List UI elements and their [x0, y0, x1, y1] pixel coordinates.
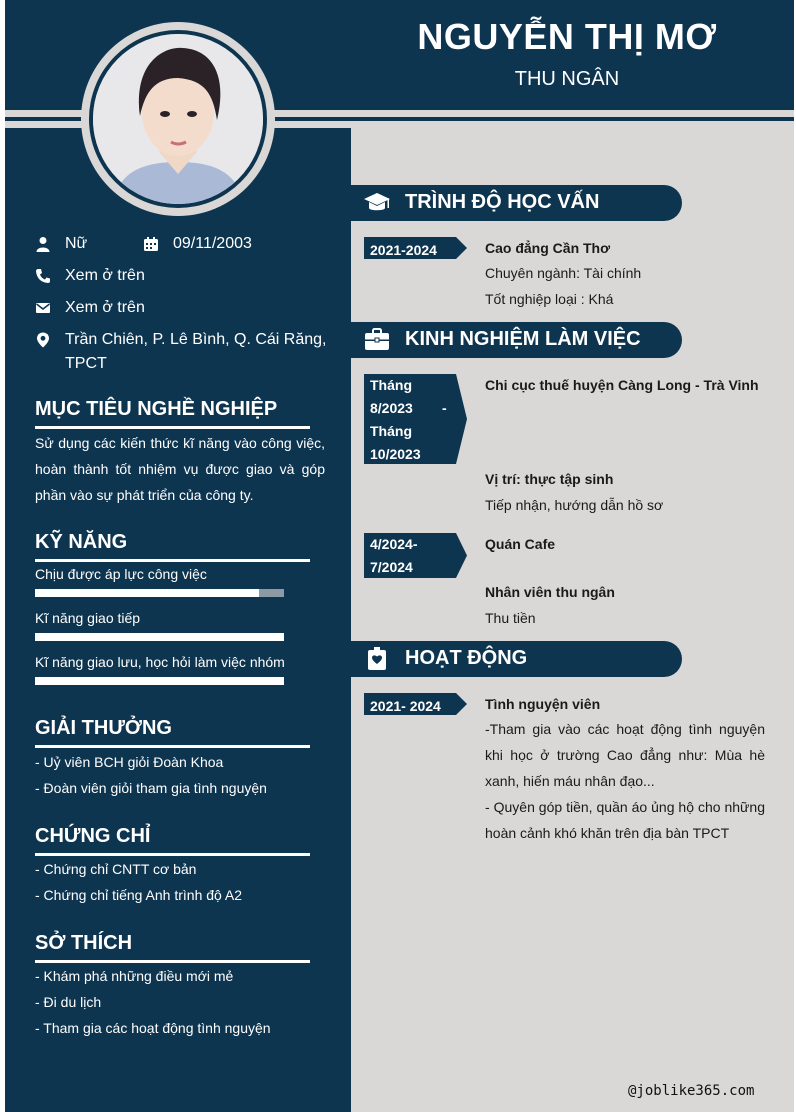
hobby-item: - Tham gia các hoạt động tình nguyện	[35, 1020, 271, 1036]
address-line-2: TPCT	[65, 355, 107, 372]
education-period-tag	[364, 237, 448, 259]
activities-desc: - Quyên góp tiền, quần áo ủng hộ cho những hoàn cảnh khó khăn trên địa bàn TPCT	[485, 799, 765, 841]
activities-header	[351, 641, 682, 677]
candidate-role: THU NGÂN	[514, 68, 620, 90]
skills-title: KỸ NĂNG	[35, 531, 128, 553]
phone-icon	[35, 268, 51, 284]
certificate-item: - Chứng chỉ tiếng Anh trình độ A2	[35, 887, 243, 903]
location-icon	[35, 332, 51, 348]
experience-period-line: Tháng	[370, 423, 412, 439]
badge-icon	[363, 647, 391, 671]
education-school: Cao đẳng Cần Thơ	[485, 240, 611, 256]
phone-value: Xem ở trên	[65, 267, 145, 284]
education-period: 2021-2024	[370, 242, 437, 258]
avatar	[93, 34, 263, 204]
awards-title: GIẢI THƯỞNG	[35, 717, 172, 739]
email-value: Xem ở trên	[65, 299, 145, 316]
skill-bar-fill	[35, 677, 284, 685]
award-item: - Uỷ viên BCH giỏi Đoàn Khoa	[35, 754, 224, 770]
skill-label: Kĩ năng giao tiếp	[35, 610, 141, 626]
hobbies-rule	[35, 960, 310, 963]
address-line-1: Trần Chiên, P. Lê Bình, Q. Cái Răng,	[65, 331, 327, 348]
experience-desc: Thu tiền	[485, 610, 536, 626]
skill-label: Chịu được áp lực công việc	[35, 566, 207, 582]
skill-bar	[35, 589, 284, 597]
activities-title: HOẠT ĐỘNG	[405, 647, 528, 669]
hobbies-title: SỞ THÍCH	[35, 932, 133, 954]
objective-title: MỤC TIÊU NGHỀ NGHIỆP	[35, 398, 278, 420]
experience-desc: Tiếp nhận, hướng dẫn hồ sơ	[485, 497, 664, 513]
awards-rule	[35, 745, 310, 748]
experience-period-line: 4/2024-	[370, 536, 418, 552]
tag-arrow	[448, 693, 468, 715]
skill-bar	[35, 633, 284, 641]
experience-period-line: 7/2024	[370, 559, 413, 575]
briefcase-icon	[363, 328, 391, 352]
hobby-item: - Đi du lịch	[35, 994, 102, 1010]
activities-desc: -Tham gia vào các hoạt động tình nguyện khi học ở trường Cao đẳng như: Mùa hè xanh, hiến máu nhân đạo...	[485, 721, 765, 789]
activities-role: Tình nguyện viên	[485, 696, 601, 712]
experience-period-tag	[364, 533, 448, 578]
gender-value: Nữ	[65, 235, 88, 252]
education-title: TRÌNH ĐỘ HỌC VẤN	[405, 191, 600, 213]
person-icon	[35, 236, 51, 252]
certificates-title: CHỨNG CHỈ	[35, 825, 151, 847]
experience-position: Nhân viên thu ngân	[485, 584, 615, 600]
tag-arrow	[448, 237, 468, 259]
experience-period-dash: -	[442, 400, 447, 416]
experience-period-line: 8/2023	[370, 400, 413, 416]
experience-period-line: Tháng	[370, 377, 412, 393]
experience-period-tag	[364, 374, 448, 464]
activities-period: 2021- 2024	[370, 698, 441, 714]
education-header	[351, 185, 682, 221]
objective-rule	[35, 426, 310, 429]
cv-page	[5, 0, 794, 1112]
experience-company: Quán Cafe	[485, 536, 556, 552]
experience-header	[351, 322, 682, 358]
activities-period-tag	[364, 693, 448, 715]
hobby-item: - Khám phá những điều mới mẻ	[35, 968, 234, 984]
tag-arrow	[448, 374, 468, 464]
mail-icon	[35, 300, 51, 316]
certificate-item: - Chứng chỉ CNTT cơ bản	[35, 861, 197, 877]
award-item: - Đoàn viên giỏi tham gia tình nguyện	[35, 780, 267, 796]
experience-company: Chi cục thuế huyện Càng Long - Trà Vinh	[485, 377, 759, 393]
objective-text: Sử dụng các kiến thức kĩ năng vào công việc, hoàn thành tốt nhiệm vụ được giao và góp phần vào sự phát triển của công ty.	[35, 435, 325, 503]
experience-title: KINH NGHIỆM LÀM VIỆC	[405, 328, 641, 350]
calendar-icon	[143, 236, 159, 252]
watermark: @joblike365.com	[628, 1083, 755, 1099]
tag-arrow	[448, 533, 468, 578]
education-major: Chuyên ngành: Tài chính	[485, 265, 642, 281]
dob-value: 09/11/2003	[173, 235, 252, 252]
skill-bar-fill	[35, 589, 259, 597]
candidate-name: NGUYỄN THỊ MƠ	[417, 16, 717, 57]
graduation-cap-icon	[363, 191, 391, 215]
skills-rule	[35, 559, 310, 562]
education-grade: Tốt nghiệp loại : Khá	[485, 291, 614, 307]
skill-label: Kĩ năng giao lưu, học hỏi làm việc nhóm	[35, 654, 285, 670]
skill-bar-fill	[35, 633, 284, 641]
experience-period-line: 10/2023	[370, 446, 421, 462]
experience-position: Vị trí: thực tập sinh	[485, 471, 614, 487]
skill-bar	[35, 677, 284, 685]
certificates-rule	[35, 853, 310, 856]
